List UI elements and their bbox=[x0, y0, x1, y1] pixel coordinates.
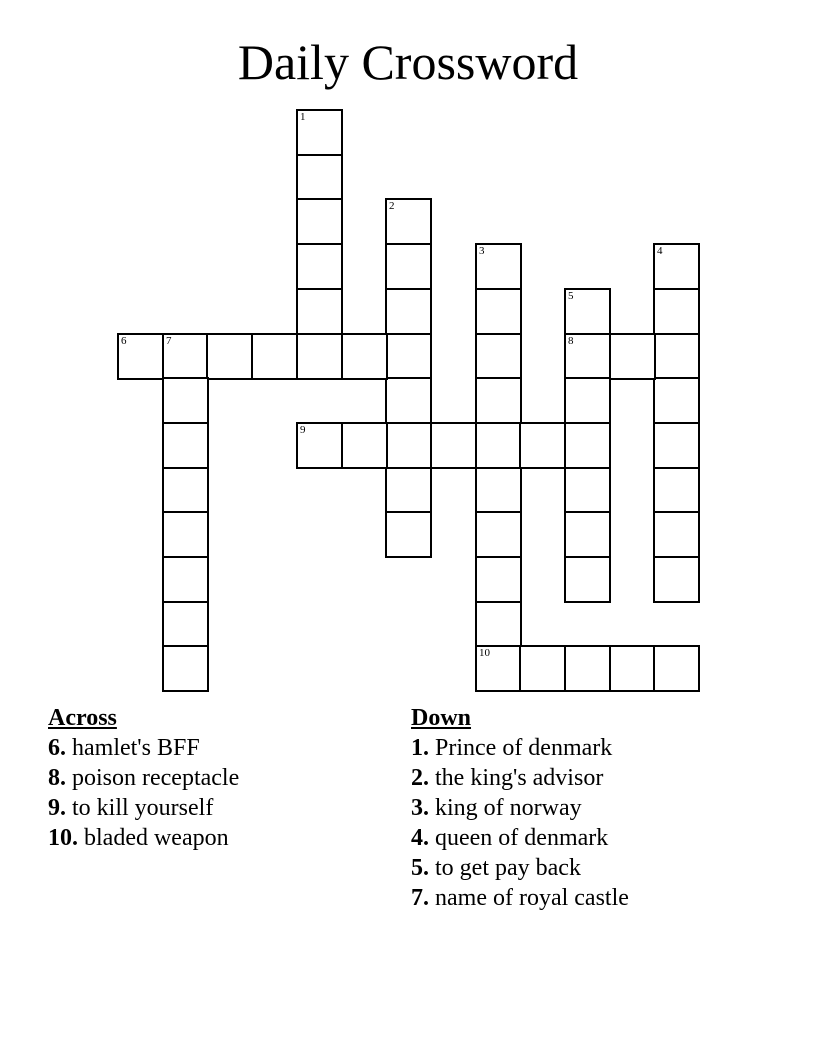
grid-cell[interactable] bbox=[162, 511, 209, 558]
grid-cell[interactable] bbox=[564, 511, 611, 558]
down-clues bbox=[411, 703, 629, 913]
clue-text: hamlet's BFF bbox=[72, 735, 200, 761]
across-clues bbox=[48, 703, 239, 853]
grid-cell[interactable] bbox=[564, 645, 611, 692]
grid-cell[interactable] bbox=[653, 511, 700, 558]
cell-number: 4 bbox=[657, 245, 663, 257]
down-clue-1 bbox=[411, 733, 629, 763]
clue-text: the king's advisor bbox=[435, 765, 604, 791]
grid-cell[interactable] bbox=[609, 333, 656, 380]
grid-cell[interactable] bbox=[206, 333, 253, 380]
grid-cell[interactable] bbox=[653, 422, 700, 469]
cell-number: 3 bbox=[479, 245, 485, 257]
grid-cell[interactable] bbox=[385, 333, 432, 380]
clue-number: 8. bbox=[48, 765, 66, 791]
grid-cell[interactable] bbox=[653, 288, 700, 335]
across-clue-10 bbox=[48, 823, 239, 853]
grid-cell[interactable] bbox=[385, 422, 432, 469]
grid-cell[interactable] bbox=[475, 377, 522, 424]
down-clue-3 bbox=[411, 793, 629, 823]
grid-cell[interactable] bbox=[296, 109, 343, 156]
grid-cell[interactable] bbox=[475, 511, 522, 558]
cell-number: 10 bbox=[479, 647, 490, 659]
grid-cell[interactable] bbox=[475, 645, 522, 692]
cell-number: 9 bbox=[300, 424, 306, 436]
grid-cell[interactable] bbox=[341, 333, 388, 380]
grid-cell[interactable] bbox=[385, 243, 432, 290]
grid-cell[interactable] bbox=[117, 333, 164, 380]
grid-cell[interactable] bbox=[475, 422, 522, 469]
grid-cell[interactable] bbox=[385, 511, 432, 558]
puzzle-title: Daily Crossword bbox=[237, 34, 579, 90]
down-clue-2 bbox=[411, 763, 629, 793]
grid-cell[interactable] bbox=[385, 288, 432, 335]
clue-text: poison receptacle bbox=[72, 765, 240, 791]
grid-cell[interactable] bbox=[296, 333, 343, 380]
grid-cell[interactable] bbox=[162, 556, 209, 603]
clue-text: queen of denmark bbox=[435, 825, 609, 851]
grid-cell[interactable] bbox=[564, 556, 611, 603]
grid-cell[interactable] bbox=[564, 288, 611, 335]
down-clue-5 bbox=[411, 853, 629, 883]
grid-cell[interactable] bbox=[162, 601, 209, 648]
grid-cell[interactable] bbox=[564, 377, 611, 424]
clue-number: 6. bbox=[48, 735, 66, 761]
cell-number: 1 bbox=[300, 111, 306, 123]
grid-cell[interactable] bbox=[296, 288, 343, 335]
grid-cell[interactable] bbox=[475, 288, 522, 335]
clue-number: 2. bbox=[411, 765, 429, 791]
grid-cell[interactable] bbox=[430, 422, 477, 469]
cell-number: 6 bbox=[121, 335, 127, 347]
clue-number: 5. bbox=[411, 855, 429, 881]
grid-cell[interactable] bbox=[519, 645, 566, 692]
clue-text: name of royal castle bbox=[435, 885, 629, 911]
clue-number: 4. bbox=[411, 825, 429, 851]
grid-cell[interactable] bbox=[653, 243, 700, 290]
grid-cell[interactable] bbox=[251, 333, 298, 380]
grid-cell[interactable] bbox=[385, 377, 432, 424]
across-clue-6 bbox=[48, 733, 239, 763]
grid-cell[interactable] bbox=[385, 467, 432, 514]
grid-cell[interactable] bbox=[162, 377, 209, 424]
across-clue-8 bbox=[48, 763, 239, 793]
clue-number: 9. bbox=[48, 795, 66, 821]
clue-number: 3. bbox=[411, 795, 429, 821]
cell-number: 5 bbox=[568, 290, 574, 302]
grid-cell[interactable] bbox=[519, 422, 566, 469]
grid-cell[interactable] bbox=[653, 467, 700, 514]
clue-text: bladed weapon bbox=[84, 825, 229, 851]
cell-number: 2 bbox=[389, 200, 395, 212]
grid-cell[interactable] bbox=[475, 467, 522, 514]
grid-cell[interactable] bbox=[564, 333, 611, 380]
grid-cell[interactable] bbox=[162, 333, 209, 380]
cell-number: 7 bbox=[166, 335, 172, 347]
down-clue-7 bbox=[411, 883, 629, 913]
grid-cell[interactable] bbox=[475, 243, 522, 290]
grid-cell[interactable] bbox=[564, 467, 611, 514]
grid-cell[interactable] bbox=[609, 645, 656, 692]
grid-cell[interactable] bbox=[385, 198, 432, 245]
grid-cell[interactable] bbox=[296, 198, 343, 245]
across-heading: Across bbox=[48, 705, 117, 731]
clue-number: 10. bbox=[48, 825, 78, 851]
grid-cell[interactable] bbox=[475, 601, 522, 648]
grid-cell[interactable] bbox=[653, 333, 700, 380]
grid-cell[interactable] bbox=[162, 467, 209, 514]
grid-cell[interactable] bbox=[475, 333, 522, 380]
down-clue-4 bbox=[411, 823, 629, 853]
grid-cell[interactable] bbox=[296, 422, 343, 469]
grid-cell[interactable] bbox=[296, 154, 343, 201]
clue-text: to kill yourself bbox=[72, 795, 214, 821]
grid-cell[interactable] bbox=[341, 422, 388, 469]
grid-cell[interactable] bbox=[653, 556, 700, 603]
grid-cell[interactable] bbox=[653, 377, 700, 424]
grid-cell[interactable] bbox=[564, 422, 611, 469]
grid-cell[interactable] bbox=[653, 645, 700, 692]
cell-number: 8 bbox=[568, 335, 574, 347]
grid-cell[interactable] bbox=[475, 556, 522, 603]
clue-number: 7. bbox=[411, 885, 429, 911]
clue-text: king of norway bbox=[435, 795, 582, 821]
grid-cell[interactable] bbox=[162, 422, 209, 469]
grid-cell[interactable] bbox=[296, 243, 343, 290]
clue-text: to get pay back bbox=[435, 855, 581, 881]
clue-number: 1. bbox=[411, 735, 429, 761]
clue-text: Prince of denmark bbox=[435, 735, 613, 761]
across-clue-9 bbox=[48, 793, 239, 823]
down-heading: Down bbox=[411, 705, 472, 731]
grid-cell[interactable] bbox=[162, 645, 209, 692]
